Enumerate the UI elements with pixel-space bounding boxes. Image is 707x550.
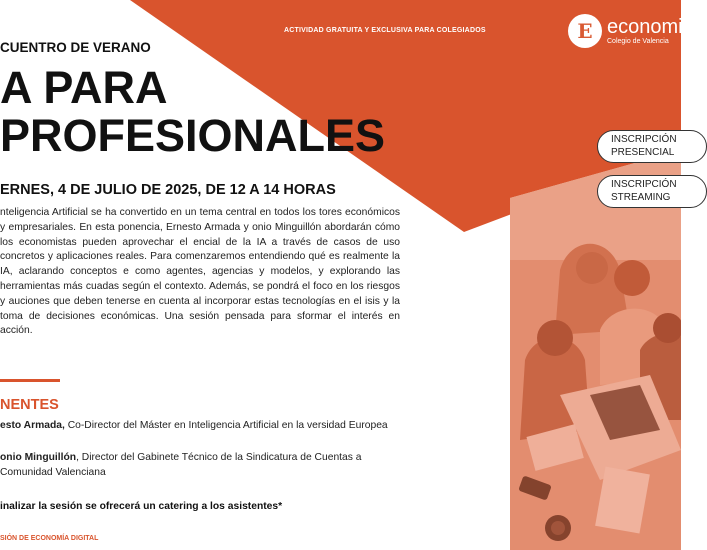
- footer-commission: SIÓN DE ECONOMÍA DIGITAL: [0, 535, 99, 542]
- speaker-item: [0, 451, 400, 480]
- register-streaming-label: INSCRIPCIÓN STREAMING: [611, 179, 677, 203]
- economistas-logo-icon: [568, 14, 602, 48]
- speaker-name: onio Minguillón: [0, 452, 77, 463]
- speaker-name: esto Armada,: [0, 420, 65, 431]
- event-title-line1: A PARA: [0, 62, 168, 113]
- speaker-role: , Director del Gabinete Técnico de la Sindicatura de Cuentas a Comunidad Valenciana: [0, 452, 362, 478]
- event-description: nteligencia Artificial se ha convertido en un tema central en todos los tores económicos y empresariales. En esta ponencia, Ernesto Armada y onio Minguillón abordarán cómo los economistas pueden aprovechar el encial de la IA a través de casos de uso concretos y aplicaciones reales. Para comenzaremos entendiendo qué es realmente la IA, aclarando conceptos e como agentes, agencias y modelos, y explorando las herramientas más cuadas según el contexto. Además, se pondrá el foco en los riesgos y auciones que deben tenerse en cuenta al incorporar estas tecnologías en el isis y la toma de decisiones económicas. Una sesión pensada para sformar el interés en acción.: [0, 207, 400, 337]
- event-date: ERNES, 4 DE JULIO DE 2025, DE 12 A 14 HORAS: [0, 182, 336, 198]
- register-streaming-button[interactable]: [597, 175, 707, 208]
- section-divider: [0, 379, 60, 382]
- speaker-item: [0, 419, 400, 434]
- catering-note: inalizar la sesión se ofrecerá un catering a los asistentes*: [0, 501, 283, 512]
- logo-glyph: E: [577, 19, 593, 43]
- speaker-role: Co-Director del Máster en Inteligencia Artificial en la versidad Europea: [64, 420, 388, 431]
- top-note: ACTIVIDAD GRATUITA Y EXCLUSIVA PARA COLEGIADOS: [284, 27, 486, 34]
- brand-subtitle: Colegio de Valencia: [607, 38, 669, 45]
- event-title-line2: PROFESIONALES: [0, 110, 386, 161]
- register-presencial-button[interactable]: [597, 130, 707, 163]
- brand-name: economis: [607, 16, 693, 38]
- event-kicker: CUENTRO DE VERANO: [0, 40, 151, 55]
- speakers-heading: NENTES: [0, 397, 59, 413]
- brand-logo[interactable]: [568, 14, 693, 48]
- register-presencial-label: INSCRIPCIÓN PRESENCIAL: [611, 134, 677, 158]
